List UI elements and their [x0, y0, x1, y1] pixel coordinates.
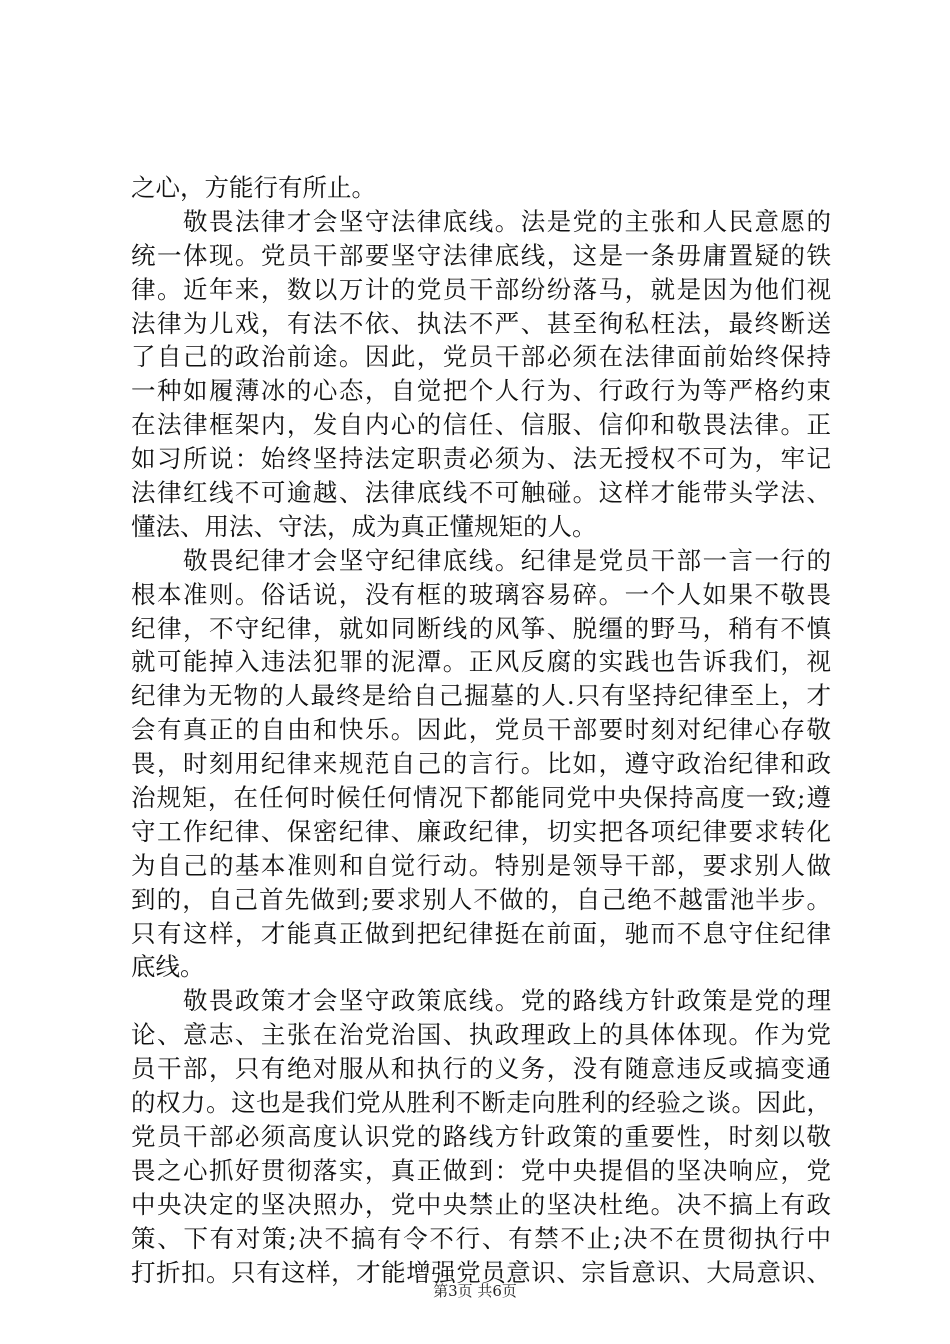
text-line: 守工作纪律、保密纪律、廉政纪律，切实把各项纪律要求转化 — [131, 816, 831, 846]
text-line: 只有这样，才能真正做到把纪律挺在前面，驰而不息守住纪律 — [131, 918, 831, 948]
document-body — [131, 171, 831, 1289]
text-line: 统一体现。党员干部要坚守法律底线，这是一条毋庸置疑的铁 — [131, 240, 831, 270]
text-line: 畏之心抓好贯彻落实，真正做到：党中央提倡的坚决响应，党 — [131, 1155, 831, 1185]
paragraph-policy-line: 敬畏政策才会坚守政策底线。党的路线方针政策是党的理 — [183, 986, 831, 1016]
text-line: 到的，自己首先做到;要求别人不做的，自己绝不越雷池半步。 — [131, 884, 831, 914]
text-line: 就可能掉入违法犯罪的泥潭。正风反腐的实践也告诉我们，视 — [131, 647, 831, 677]
text-line: 法律为儿戏，有法不依、执法不严、甚至徇私枉法，最终断送 — [131, 308, 831, 338]
text-line: 治规矩，在任何时候任何情况下都能同党中央保持高度一致;遵 — [131, 783, 831, 813]
paragraph-discipline-line: 敬畏纪律才会坚守纪律底线。纪律是党员干部一言一行的 — [183, 545, 831, 575]
text-line: 了自己的政治前途。因此，党员干部必须在法律面前始终保持 — [131, 342, 831, 372]
text-line: 的权力。这也是我们党从胜利不断走向胜利的经验之谈。因此， — [131, 1088, 831, 1118]
page-number-footer: 第3页 共6页 — [433, 1282, 517, 1300]
text-line: 如习所说：始终坚持法定职责必须为、法无授权不可为，牢记 — [131, 444, 831, 474]
text-line: 一种如履薄冰的心态，自觉把个人行为、行政行为等严格约束 — [131, 376, 831, 406]
text-line: 律。近年来，数以万计的党员干部纷纷落马，就是因为他们视 — [131, 274, 831, 304]
text-line: 为自己的基本准则和自觉行动。特别是领导干部，要求别人做 — [131, 850, 831, 880]
paragraph-law-line: 敬畏法律才会坚守法律底线。法是党的主张和人民意愿的 — [183, 206, 831, 236]
text-line: 之心，方能行有所止。 — [131, 173, 376, 202]
text-line: 打折扣。只有这样，才能增强党员意识、宗旨意识、大局意识、 — [131, 1257, 831, 1287]
text-line: 法律红线不可逾越、法律底线不可触碰。这样才能带头学法、 — [131, 478, 831, 508]
text-line: 在法律框架内，发自内心的信任、信服、信仰和敬畏法律。正 — [131, 410, 831, 440]
text-line: 党员干部必须高度认识党的路线方针政策的重要性，时刻以敬 — [131, 1121, 831, 1151]
text-line: 会有真正的自由和快乐。因此，党员干部要时刻对纪律心存敬 — [131, 715, 831, 745]
text-line: 纪律，不守纪律，就如同断线的风筝、脱缰的野马，稍有不慎 — [131, 613, 831, 643]
text-line: 畏，时刻用纪律来规范自己的言行。比如，遵守政治纪律和政 — [131, 749, 831, 779]
text-line: 论、意志、主张在治党治国、执政理政上的具体体现。作为党 — [131, 1020, 831, 1050]
text-line: 纪律为无物的人最终是给自己掘墓的人.只有坚持纪律至上，才 — [131, 681, 831, 711]
text-line: 懂法、用法、守法，成为真正懂规矩的人。 — [131, 511, 597, 541]
text-line: 员干部，只有绝对服从和执行的义务，没有随意违反或搞变通 — [131, 1054, 831, 1084]
text-line: 中央决定的坚决照办，党中央禁止的坚决杜绝。决不搞上有政 — [131, 1189, 831, 1219]
text-line: 根本准则。俗话说，没有框的玻璃容易碎。一个人如果不敬畏 — [131, 579, 831, 609]
text-line: 底线。 — [131, 952, 205, 982]
text-line: 策、下有对策;决不搞有令不行、有禁不止;决不在贯彻执行中 — [131, 1223, 831, 1253]
